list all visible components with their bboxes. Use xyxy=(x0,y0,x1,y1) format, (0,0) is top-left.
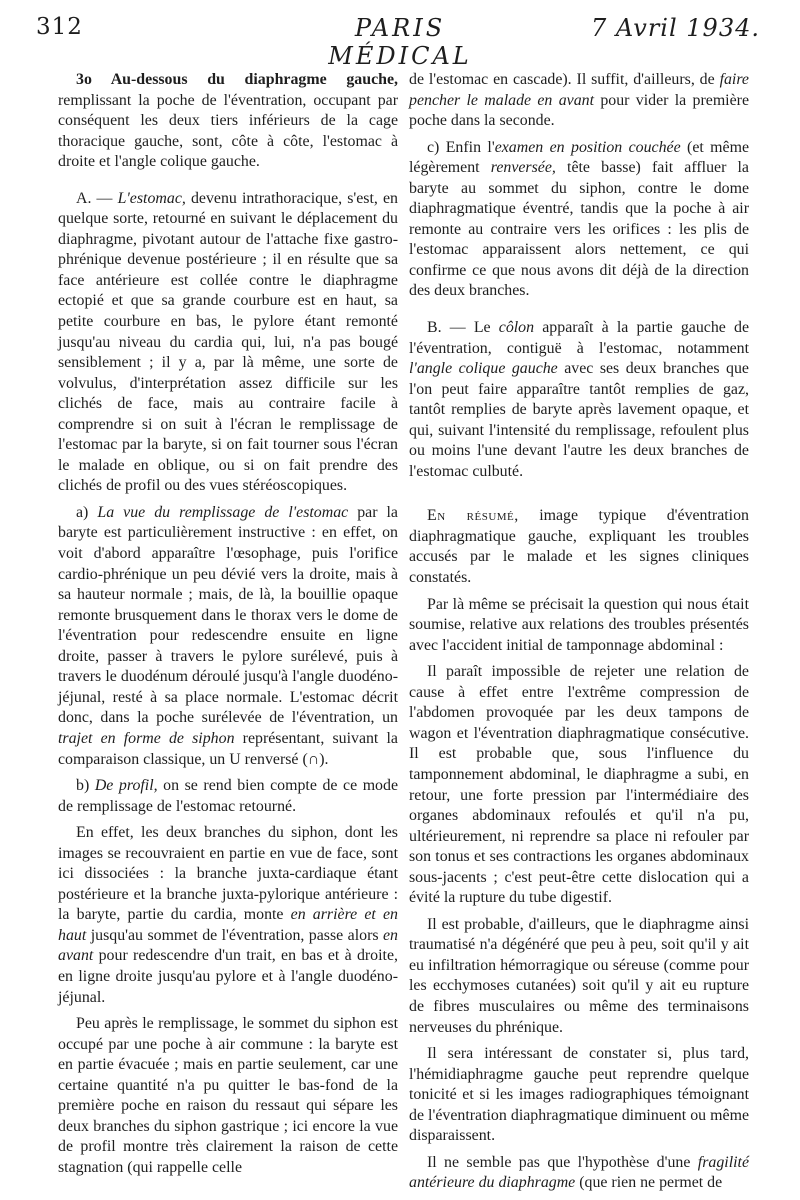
left-column xyxy=(58,70,398,1184)
continued-paragraph: de l'estomac en cascade). Il suffit, d'ailleurs, de faire pencher le malade en avant pour vider la première poche dans la seconde. xyxy=(409,71,749,130)
effet-paragraph: En effet, les deux branches du siphon, dont les images se recouvraient en partie en vue de face, sont ici dissociées : la branche juxta-cardiaque étant postérieure et la branche juxta-pylorique antérieure : la baryte, partie du cardia, monte en arrière et en haut jusqu'au sommet de l'éventration, passe alors en avant pour redescendre d'un trait, en bas et à droite, en ligne droite jusqu'au pylore et à l'angle duodéno-jéjunal. xyxy=(58,824,398,1006)
question-paragraph: Par là même se précisait la question qui nous était soumise, relative aux relations des troubles présentés avec l'accident initial de tamponnage abdominal : xyxy=(409,595,749,654)
journal-title: PARIS MÉDICAL xyxy=(328,14,472,70)
page-number: 312 xyxy=(36,14,83,40)
right-column xyxy=(409,70,749,1200)
section-b-paragraph: B. — Le côlon apparaît à la partie gauche de l'éventration, contiguë à l'estomac, notamment l'angle colique gauche avec ses deux branches que l'on peut faire apparaître tantôt remplies de gaz, tantôt remplies de baryte après lavement opaque, et qui, suivant l'intensité du remplissage, refoulent plus ou moins l'une devant l'autre les deux branches de l'estomac culbuté. xyxy=(409,319,750,480)
running-header xyxy=(0,14,800,70)
section-a-paragraph: A. — L'estomac, devenu intrathoracique, s'est, en quelque sorte, retourné en suivant le déplacement du diaphragme, pivotant autour de l'attache fixe gastro-phrénique devenue postérieure ; il en résulte que sa face antérieure est collée contre le diaphragme ectopié et que sa grande courbure est en haut, sa petite courbure en bas, le pylore étant remonté jusqu'au niveau du cardia qui, lui, n'a pas bougé sensiblement ; il y a, par là même, une sorte de volvulus, d'interprétation assez difficile sur les clichés de face, mais au contraire facile à comprendre si on suit à l'écran le remplissage de l'estomac par la baryte, si on fait tourner sous l'écran le malade en oblique, ou si on fait prendre des clichés de profil ou des vues stéréoscopiques. xyxy=(58,189,398,495)
subsection-b-paragraph: b) De profil, on se rend bien compte de ce mode de remplissage de l'estomac retourné. xyxy=(58,777,398,815)
subsection-c-paragraph: c) Enfin l'examen en position couchée (et même légèrement renversée, tête basse) fait affluer la baryte au sommet du siphon, contre le dome diaphragmatique éventré, tandis que la poche à air remonte au contraire vers les orifices : les plis de l'estomac apparaissent alors nettement, ce qui confirme ce que nous avons dit déjà de la direction des deux branches. xyxy=(409,138,749,300)
issue-date: 7 Avril 1934. xyxy=(591,14,760,42)
resume-heading: En résumé, xyxy=(427,507,519,525)
hypothese-paragraph: Il ne semble pas que l'hypothèse d'une fragilité antérieure du diaphragme (que rien ne permet de xyxy=(409,1153,749,1192)
intro-paragraph: 3o Au-dessous du diaphragme gauche, remplissant la poche de l'éventration, occupant par conséquent les deux tiers inférieurs de la cage thoracique gauche, sont, côte à côte, l'estomac à droite et l'angle colique gauche. xyxy=(58,71,398,171)
resume-paragraph: En résumé, image typique d'éventration diaphragmatique gauche, expliquant les troubles accusés par le malade et les signes cliniques constatés. xyxy=(409,507,749,587)
interessant-paragraph: Il sera intéressant de constater si, plus tard, l'hémidiaphragme gauche peut reprendre quelque tonicité et si les images radiographiques témoignant de l'éventration diaphragmatique diminuent ou même disparaissent. xyxy=(409,1045,749,1145)
probable-paragraph: Il est probable, d'ailleurs, que le diaphragme ainsi traumatisé n'a dégénéré que peu à peu, soit qu'il y ait eu infiltration hémorragique ou séreuse (comme pour les ecchymoses cutanées) soit qu'il y ait eu rupture de fibres musculaires ou même des terminaisons nerveuses du phrénique. xyxy=(409,915,749,1036)
relation-paragraph: Il paraît impossible de rejeter une relation de cause à effet entre l'extrême compression de l'abdomen provoquée par les deux tampons de wagon et l'éventration diaphragmatique consécutive. Il est probable que, sous l'influence du tamponnement abdominal, le diaphragme a subi, en retour, une forte pression par l'intermédiaire des organes abdominaux refoulés et qu'il n'a pu, ultérieurement, ni reprendre sa place ni refouler par son tonus et ses contractions les organes abdominaux sous-jacents ; c'est peut-être cette dislocation qui a évité la rupture du tube digestif. xyxy=(409,663,749,907)
intro-heading: 3o Au-dessous du diaphragme gauche, xyxy=(76,71,398,88)
subsection-a-paragraph: a) La vue du remplissage de l'estomac par la baryte est particulièrement instructive : en effet, on voit d'abord apparaître l'œsophage, puis l'orifice cardio-phrénique un peu dévié vers la droite, mais à sa hauteur normale ; mais, de là, la bouillie opaque remonte brusquement dans le thorax vers le dome de l'éventration pour redescendre ensuite en ligne droite, passer à travers le pylore surélevé, puis à travers le duodénum déroulé jusqu'à l'angle duodéno-jéjunal, resté à sa place normale. L'estomac décrit donc, dans la poche surélevée de l'éventration, un trajet en forme de siphon représentant, suivant la comparaison classique, un U renversé (∩). xyxy=(58,503,398,768)
peu-apres-paragraph: Peu après le remplissage, le sommet du siphon est occupé par une poche à air commune : la baryte est en partie évacuée ; mais en partie seulement, car une certaine quantité n'a pu quitter le bas-fond de la première poche en raison du ressaut qui sépare les deux branches du siphon gastrique ; ici encore la vue de profil montre très clairement la raison de cette stagnation (qui rappelle celle xyxy=(58,1015,398,1176)
